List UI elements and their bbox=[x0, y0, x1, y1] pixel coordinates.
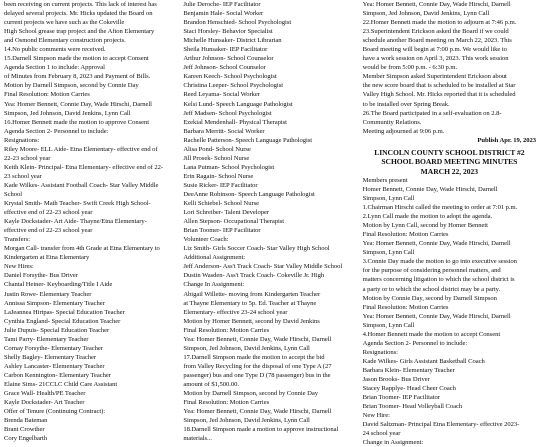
text-line: passenger) bus and one Type D (78 passenger) bus in the bbox=[183, 371, 331, 379]
text-line: Jill Prosek- School Nurse bbox=[183, 154, 250, 162]
text-line: Ashley Lancaster- Elementary Teacher bbox=[4, 362, 105, 370]
text-line: 26.The Board participated in a self-evaluation on 2.8- bbox=[362, 109, 502, 117]
text-line: Michelle Hunsaker- District Librarian bbox=[183, 37, 282, 45]
text-line: Kade Wilkes- Assistant Football Coach- Star Valley Middle bbox=[4, 181, 159, 189]
text-line: Erin Ragain- School Nurse bbox=[183, 172, 254, 180]
text-line: Tami Parry- Elementary Teacher bbox=[4, 335, 89, 343]
publication-notice: Publish Apr. 19, 2023 bbox=[477, 136, 536, 144]
column-middle bbox=[183, 0, 356, 443]
text-line: Kade Wilkes- Girls Assistant Basketball Coach bbox=[362, 357, 485, 365]
text-line: Riley Moore- ELL Aide- Etna Elementary- effective end of bbox=[4, 145, 158, 153]
text-line: of Minutes from February 8, 2023 and Payment of Bills. bbox=[4, 73, 151, 81]
text-line: Volunteer Coach: bbox=[183, 236, 229, 244]
text-line: Additional Assignment: bbox=[183, 254, 246, 262]
text-line: Board meeting will begin at 7:00 p.m. We would like to bbox=[362, 46, 507, 54]
text-line: Stacey Rapplye- Head Cheer Coach bbox=[362, 385, 456, 393]
text-line: at Thayne Elementary to 5p. Ed. Teacher at Thayne bbox=[183, 299, 317, 307]
text-line: Motion by Darnell Simpson, second by Connie Day bbox=[4, 82, 139, 90]
text-line: schedule another Board meeting on March 22, 2023. This bbox=[362, 37, 512, 45]
text-line: Krystal Smith- Math Teacher- Swift Creek High School- bbox=[4, 200, 151, 208]
text-line: Final Resolution: Motion Carries bbox=[362, 231, 449, 239]
text-line: Yea: Homer Bennett, Connie Day, Wade Hirschi, Darnell bbox=[183, 335, 332, 343]
text-line: 22.Homer Bennett made the motion to adjourn at 7:46 p.m. bbox=[362, 19, 517, 27]
text-line: Susie Ricker- IEP Facilitator bbox=[183, 181, 258, 189]
text-line: Barbara Klein- Elementary Teacher bbox=[362, 366, 455, 374]
text-line: New Hires: bbox=[4, 263, 34, 271]
text-line: Benjamin Hale- Social Worker bbox=[183, 10, 264, 18]
district-heading: LINCOLN COUNTY SCHOOL DISTRICT #2 bbox=[374, 147, 525, 157]
text-line: Justin Rowe- Elementary Teacher bbox=[4, 290, 92, 298]
text-line: Kayle Dockstader- Art Teacher bbox=[4, 399, 85, 407]
text-line: Reed Leyama- Social Worker bbox=[183, 91, 260, 99]
text-line: Elementary- effective 23-24 school year bbox=[183, 308, 288, 316]
text-line: Abigail Willette- moving from Kindergarten Teacher bbox=[183, 290, 321, 298]
text-line: Final Resolution: Motion Carries bbox=[4, 91, 90, 99]
text-line: Cornay Forsythe- Elementary Teacher bbox=[4, 344, 103, 352]
text-line: Allen Stepson- Occupational Therapist bbox=[183, 218, 285, 226]
text-line: Sheila Hunsaker- IEP Facilitator bbox=[183, 46, 268, 54]
text-line: Annissa Simpson- Elementary Teacher bbox=[4, 299, 105, 307]
text-line: Agenda Section 2- Personnel to include: bbox=[362, 339, 468, 347]
text-line: Jason Brooks- Bus Driver bbox=[362, 376, 430, 383]
text-line: Christina Leeper- School Psychologist bbox=[183, 82, 283, 90]
text-line: Final Resolution: Motion Carries bbox=[183, 326, 270, 334]
text-line: DeeAnne Robinson- Speech Language Pathologist bbox=[183, 190, 315, 198]
text-line: and Osmond Elementary construction projects. bbox=[4, 37, 126, 45]
text-line: School bbox=[4, 190, 23, 198]
text-line: Rachelle Patterson- Speech Language Pathologist bbox=[183, 136, 313, 144]
text-line: 1.Chairman Hirschi called the meeting to order at 7:01 p.m. bbox=[362, 204, 518, 212]
text-line: Carbon Kennington- Elementary Teacher bbox=[4, 371, 111, 379]
text-line: 23.Superintendent Erickson asked the Board if we could bbox=[362, 28, 509, 36]
text-line: Simpson, Jed Johnson, David Jenkins, Lynn Call bbox=[183, 344, 310, 352]
text-line: delayed several projects. Mr. Hicks updated the Board on bbox=[4, 10, 153, 18]
text-line: current projects we have such as the Cokeville bbox=[4, 19, 125, 27]
text-line: Motion by Darnell Simpson, second by Connie Day bbox=[183, 390, 318, 398]
text-line: Brian Toomer- Head Volleyball Coach bbox=[362, 403, 463, 411]
text-line: David Saltzman- Principal Etna Elementary- effective 2023- bbox=[362, 421, 520, 429]
text-line: Jeff Madsen- School Psychologist bbox=[183, 109, 272, 117]
text-line: Dustin Wasden- Ass't Track Coach- Cokeville Jr. High bbox=[183, 272, 325, 280]
text-line: Cynthia England- Special Education Teacher bbox=[4, 317, 121, 325]
text-line: New Hire: bbox=[362, 412, 390, 420]
text-line: Yea: Homer Bennett, Connie Day, Wade Hirschi, Darnell bbox=[362, 1, 511, 8]
text-line: Community Relations. bbox=[362, 118, 422, 126]
text-line: Resignations: bbox=[362, 348, 398, 356]
text-line: a party or to which the school district may be a party. bbox=[362, 285, 501, 293]
text-line: effective end of 22-23 school year bbox=[4, 227, 93, 235]
text-line: Shelly Bagley- Elementary Teacher bbox=[4, 353, 97, 361]
text-line: 3.Connie Day made the motion to go into executive session bbox=[362, 258, 517, 266]
text-line: Daniel Forsythe- Bus Driver bbox=[4, 272, 78, 280]
text-line: Brian Toomer- IEP Facilitator bbox=[183, 227, 261, 235]
text-line: Jeff Johnson- School Counselor bbox=[183, 64, 266, 72]
text-line: Yea: Homer Bennett, Connie Day, Wade Hirschi, Darnell bbox=[183, 408, 332, 416]
text-line: Lori Schreiber- Talent Developer bbox=[183, 209, 270, 217]
text-line: materials... bbox=[183, 435, 212, 443]
text-line: High School grease trap project and the Afton Elementary bbox=[4, 28, 155, 36]
text-line: 2.Lynn Call made the motion to adopt the agenda. bbox=[362, 213, 493, 221]
text-line: Jeff Anderson- Ass't Track Coach- Star Valley Middle School bbox=[183, 263, 343, 271]
text-line: Motion by Lynn Call, second by Homer Bennett bbox=[362, 222, 488, 230]
text-line: LaJeannea Hirtpas- Special Education Teacher bbox=[4, 308, 125, 316]
column-right bbox=[362, 0, 536, 447]
text-line: Kareen Keech- School Psychologist bbox=[183, 73, 277, 81]
text-line: Offer of Tenure (Continuing Contract): bbox=[4, 408, 106, 416]
text-line: Simpson, Jed Johnson, David Jenkins, Lynn Call bbox=[4, 109, 131, 117]
text-line: Brenda Bateman bbox=[4, 417, 48, 425]
minutes-body bbox=[363, 176, 536, 447]
text-line: 15.Darnell Simpson made the motion to accept Consent bbox=[4, 55, 149, 63]
text-line: Keith Klein- Principal- Etna Elementary- effective end of 22- bbox=[4, 163, 164, 171]
text-line: matters concerning litigation to which the school district is bbox=[362, 276, 515, 284]
text-line: for the purpose of considering personnel matters, and bbox=[362, 267, 501, 275]
text-line: 17.Darnell Simpson made the motion to accept the bid bbox=[183, 353, 325, 361]
text-line: Brant Crowther bbox=[4, 426, 45, 434]
text-line: Simpson, Lynn Call bbox=[362, 249, 415, 257]
text-line: Grace Wall- Health/PE Teacher bbox=[4, 390, 86, 398]
text-line: Meeting adjourned at 9:06 p.m. bbox=[362, 127, 445, 135]
text-line: Final Resolution: Motion Carries bbox=[362, 303, 449, 311]
text-line: Transfers: bbox=[4, 236, 30, 244]
text-line: Simpson, Lynn Call bbox=[362, 321, 415, 329]
text-line: 18.Darnell Simpson made a motion to approve instructional bbox=[183, 426, 339, 434]
text-line: Staci Horsley- Behavior Specialist bbox=[183, 28, 273, 36]
text-line: Ezekial Mendenhall- Physical Therapist bbox=[183, 118, 287, 126]
text-line: Chantal Heiner- Keyboarding/Title I Aide bbox=[4, 281, 113, 289]
text-line: Elaine Sims- 21CCLC Child Care Assistant bbox=[4, 380, 118, 388]
text-line: Brian Toomer- IEP Facilitator bbox=[362, 394, 440, 402]
text-line: 24 school year bbox=[362, 430, 401, 438]
text-line: Yea: Homer Bennett, Connie Day, Wade Hirschi, Darnell bbox=[362, 312, 511, 320]
text-line: been receiving on current projects. This lack of interest has bbox=[4, 1, 157, 8]
text-line: Valley High School. Mr. Hicks reported that it is scheduled bbox=[362, 91, 516, 99]
text-line: 16.Homer Bennett made the motion to approve Consent bbox=[4, 118, 150, 126]
text-line: Simpson, Jed Johnson, David Jenkins, Lynn Call bbox=[362, 10, 490, 18]
column-left bbox=[4, 0, 177, 443]
text-line: effective end of 22-23 school year bbox=[4, 209, 93, 217]
text-line: Agenda Section 1 to include: Approval bbox=[4, 64, 105, 72]
text-line: have a work session on April 3, 2023. This work session bbox=[362, 55, 509, 63]
text-line: Motion by Connie Day, second by Darnell Simpson bbox=[362, 294, 497, 302]
text-line: Kelsi Lund- Speech Language Pathologist bbox=[183, 100, 293, 108]
text-line: Simpson, Lynn Call bbox=[362, 195, 415, 203]
text-line: Simpson, Jed Johnson, David Jenkins, Lynn Call bbox=[183, 417, 310, 425]
text-line: Yea: Homer Bennett, Connie Day, Wade Hirschi, Darnell bbox=[362, 240, 511, 248]
text-line: to be installed over Spring Break. bbox=[362, 100, 450, 108]
text-line: from Valley Recycling for the disposal of one Type A (27 bbox=[183, 362, 332, 370]
text-line: Lana Putman- School Psychologist bbox=[183, 163, 275, 171]
text-line: 23 school year bbox=[4, 172, 42, 180]
text-line: Barbara Merritt- Social Worker bbox=[183, 127, 265, 135]
text-line: Kayle Dockstader- Art Aide- Thayne/Etna Elementary- bbox=[4, 218, 147, 226]
text-line: Julie Dupuis- Special Education Teacher bbox=[4, 326, 110, 334]
text-line: 4.Homer Bennett made the motion to accept Consent bbox=[362, 330, 501, 338]
minutes-date: MARCH 22, 2023 bbox=[420, 166, 478, 176]
text-line: amount of $1,500.00. bbox=[183, 380, 239, 388]
text-line: Brandon Henschied- School Psychologist bbox=[183, 19, 292, 27]
text-line: Agenda Section 2- Personnel to include: bbox=[4, 127, 109, 135]
text-line: Members present bbox=[362, 176, 408, 184]
text-line: Morgan Call- transfer from 4th Grade at Etna Elementary to bbox=[4, 245, 160, 253]
text-line: Member Simpson asked Superintendent Erickson about bbox=[362, 73, 507, 81]
text-line: 14.No public comments were received. bbox=[4, 46, 106, 54]
text-line: 22-23 school year bbox=[4, 154, 51, 162]
minutes-header bbox=[363, 148, 536, 176]
text-line: Resignations: bbox=[4, 136, 40, 144]
text-line: Change In Assignment: bbox=[183, 281, 245, 289]
minutes-title: SCHOOL BOARD MEETING MINUTES bbox=[381, 157, 518, 167]
text-line: Kelli Schiebel- School Nurse bbox=[183, 200, 260, 208]
text-line: Arthur Johnson- School Counselor bbox=[183, 55, 274, 63]
text-line: Cory Engelbarth bbox=[4, 435, 48, 443]
text-line: Liz Smith- Girls Soccer Coach- Star Valley High School bbox=[183, 245, 330, 253]
text-line: Kindergarten at Etna Elementary bbox=[4, 254, 90, 262]
text-line: Final Resolution: Motion Carries bbox=[183, 399, 270, 407]
text-line: Julie Deroche- IEP Facilitator bbox=[183, 1, 261, 8]
right-column-continuation bbox=[363, 0, 536, 136]
text-line: Change in Assignment: bbox=[362, 439, 424, 447]
text-line: would be from 5:00 p.m. - 6:30 p.m. bbox=[362, 64, 458, 72]
text-line: Homer Bennett, Connie Day, Wade Hirschi, Darnell bbox=[362, 186, 498, 194]
text-line: Alisa Pond- School Nurse bbox=[183, 145, 251, 153]
text-line: Yea: Homer Bennett, Connie Day, Wade Hirschi, Darnell bbox=[4, 100, 152, 108]
text-line: the new score board that is scheduled to be installed at Star bbox=[362, 82, 516, 90]
text-line: Motion by Homer Bennett, second by David Jenkins bbox=[183, 317, 320, 325]
